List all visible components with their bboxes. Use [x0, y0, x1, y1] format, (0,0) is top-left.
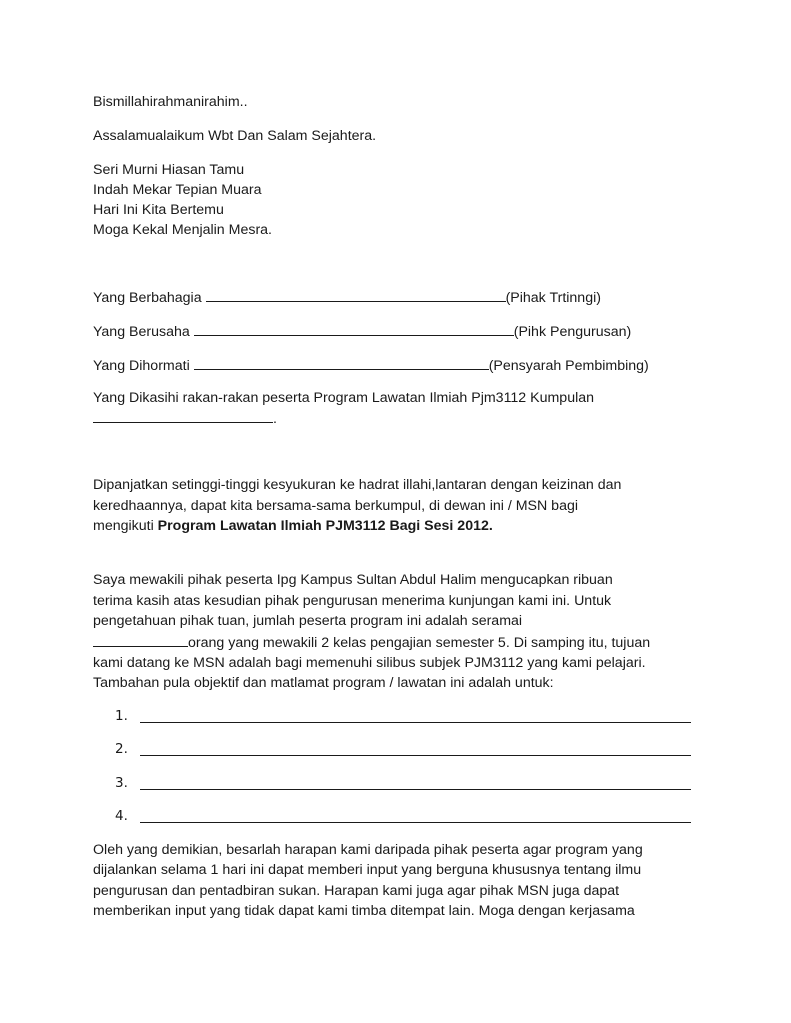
- fill-blank: [194, 355, 489, 370]
- objective-blank: [140, 822, 691, 823]
- pantun-line: Seri Murni Hiasan Tamu: [93, 162, 245, 178]
- paragraph-line: Tambahan pula objektif dan matlamat program / lawatan ini adalah untuk:: [93, 675, 554, 691]
- salam-line: Assalamualaikum Wbt Dan Salam Sejahtera.: [93, 128, 377, 144]
- paragraph-line: mengikuti Program Lawatan Ilmiah PJM3112 Bagi Sesi 2012.: [93, 518, 493, 534]
- list-number: 3.: [115, 775, 128, 791]
- objective-blank: [140, 722, 691, 723]
- fill-blank: [93, 632, 188, 647]
- paragraph-line: pengetahuan pihak tuan, jumlah peserta program ini adalah seramai: [93, 613, 523, 629]
- addressee-berusaha: [93, 321, 631, 342]
- bismillah-line: Bismillahirahmanirahim..: [93, 94, 248, 110]
- addressee-dihormati: [93, 355, 649, 376]
- paragraph-line: Dipanjatkan setinggi-tinggi kesyukuran ke hadrat illahi,lantaran dengan keizinan dan: [93, 477, 622, 493]
- list-number: 1.: [115, 708, 128, 724]
- addressee-prefix: Yang Dihormati: [93, 358, 190, 374]
- pantun-line: Hari Ini Kita Bertemu: [93, 202, 224, 218]
- addressee-prefix: Yang Berusaha: [93, 324, 190, 340]
- fill-blank: [194, 321, 514, 336]
- dikasihi-blank-line: .: [93, 408, 277, 429]
- paragraph-line: pengurusan dan pentadbiran sukan. Harapan kami juga agar pihak MSN juga dapat: [93, 883, 620, 899]
- pantun-line: Indah Mekar Tepian Muara: [93, 182, 262, 198]
- paragraph-line: memberikan input yang tidak dapat kami timba ditempat lain. Moga dengan kerjasama: [93, 903, 635, 919]
- paragraph-line: terima kasih atas kesudian pihak pengurusan menerima kunjungan kami ini. Untuk: [93, 593, 612, 609]
- fill-blank: [93, 408, 273, 423]
- dikasihi-line: Yang Dikasihi rakan-rakan peserta Program Lawatan Ilmiah Pjm3112 Kumpulan: [93, 390, 595, 406]
- addressee-suffix: (Pihk Pengurusan): [513, 324, 632, 340]
- fill-blank: [206, 287, 506, 302]
- program-title: Program Lawatan Ilmiah PJM3112 Bagi Sesi 2012.: [157, 518, 493, 534]
- paragraph-line: Saya mewakili pihak peserta Ipg Kampus Sultan Abdul Halim mengucapkan ribuan: [93, 572, 613, 588]
- addressee-prefix: Yang Berbahagia: [93, 290, 202, 306]
- list-number: 2.: [115, 741, 128, 757]
- list-number: 4.: [115, 808, 128, 824]
- objective-blank: [140, 755, 691, 756]
- pantun-line: Moga Kekal Menjalin Mesra.: [93, 222, 272, 238]
- paragraph-line: kami datang ke MSN adalah bagi memenuhi silibus subjek PJM3112 yang kami pelajari.: [93, 655, 646, 671]
- paragraph-line: keredhaannya, dapat kita bersama-sama berkumpul, di dewan ini / MSN bagi: [93, 498, 579, 514]
- addressee-suffix: (Pensyarah Pembimbing): [488, 358, 649, 374]
- paragraph-line: orang yang mewakili 2 kelas pengajian semester 5. Di samping itu, tujuan: [93, 632, 650, 653]
- paragraph-line: dijalankan selama 1 hari ini dapat memberi input yang berguna khususnya tentang ilmu: [93, 862, 642, 878]
- addressee-berbahagia: [93, 287, 601, 308]
- paragraph-line: Oleh yang demikian, besarlah harapan kami daripada pihak peserta agar program yang: [93, 842, 643, 858]
- objective-blank: [140, 789, 691, 790]
- addressee-suffix: (Pihak Trtinngi): [505, 290, 601, 306]
